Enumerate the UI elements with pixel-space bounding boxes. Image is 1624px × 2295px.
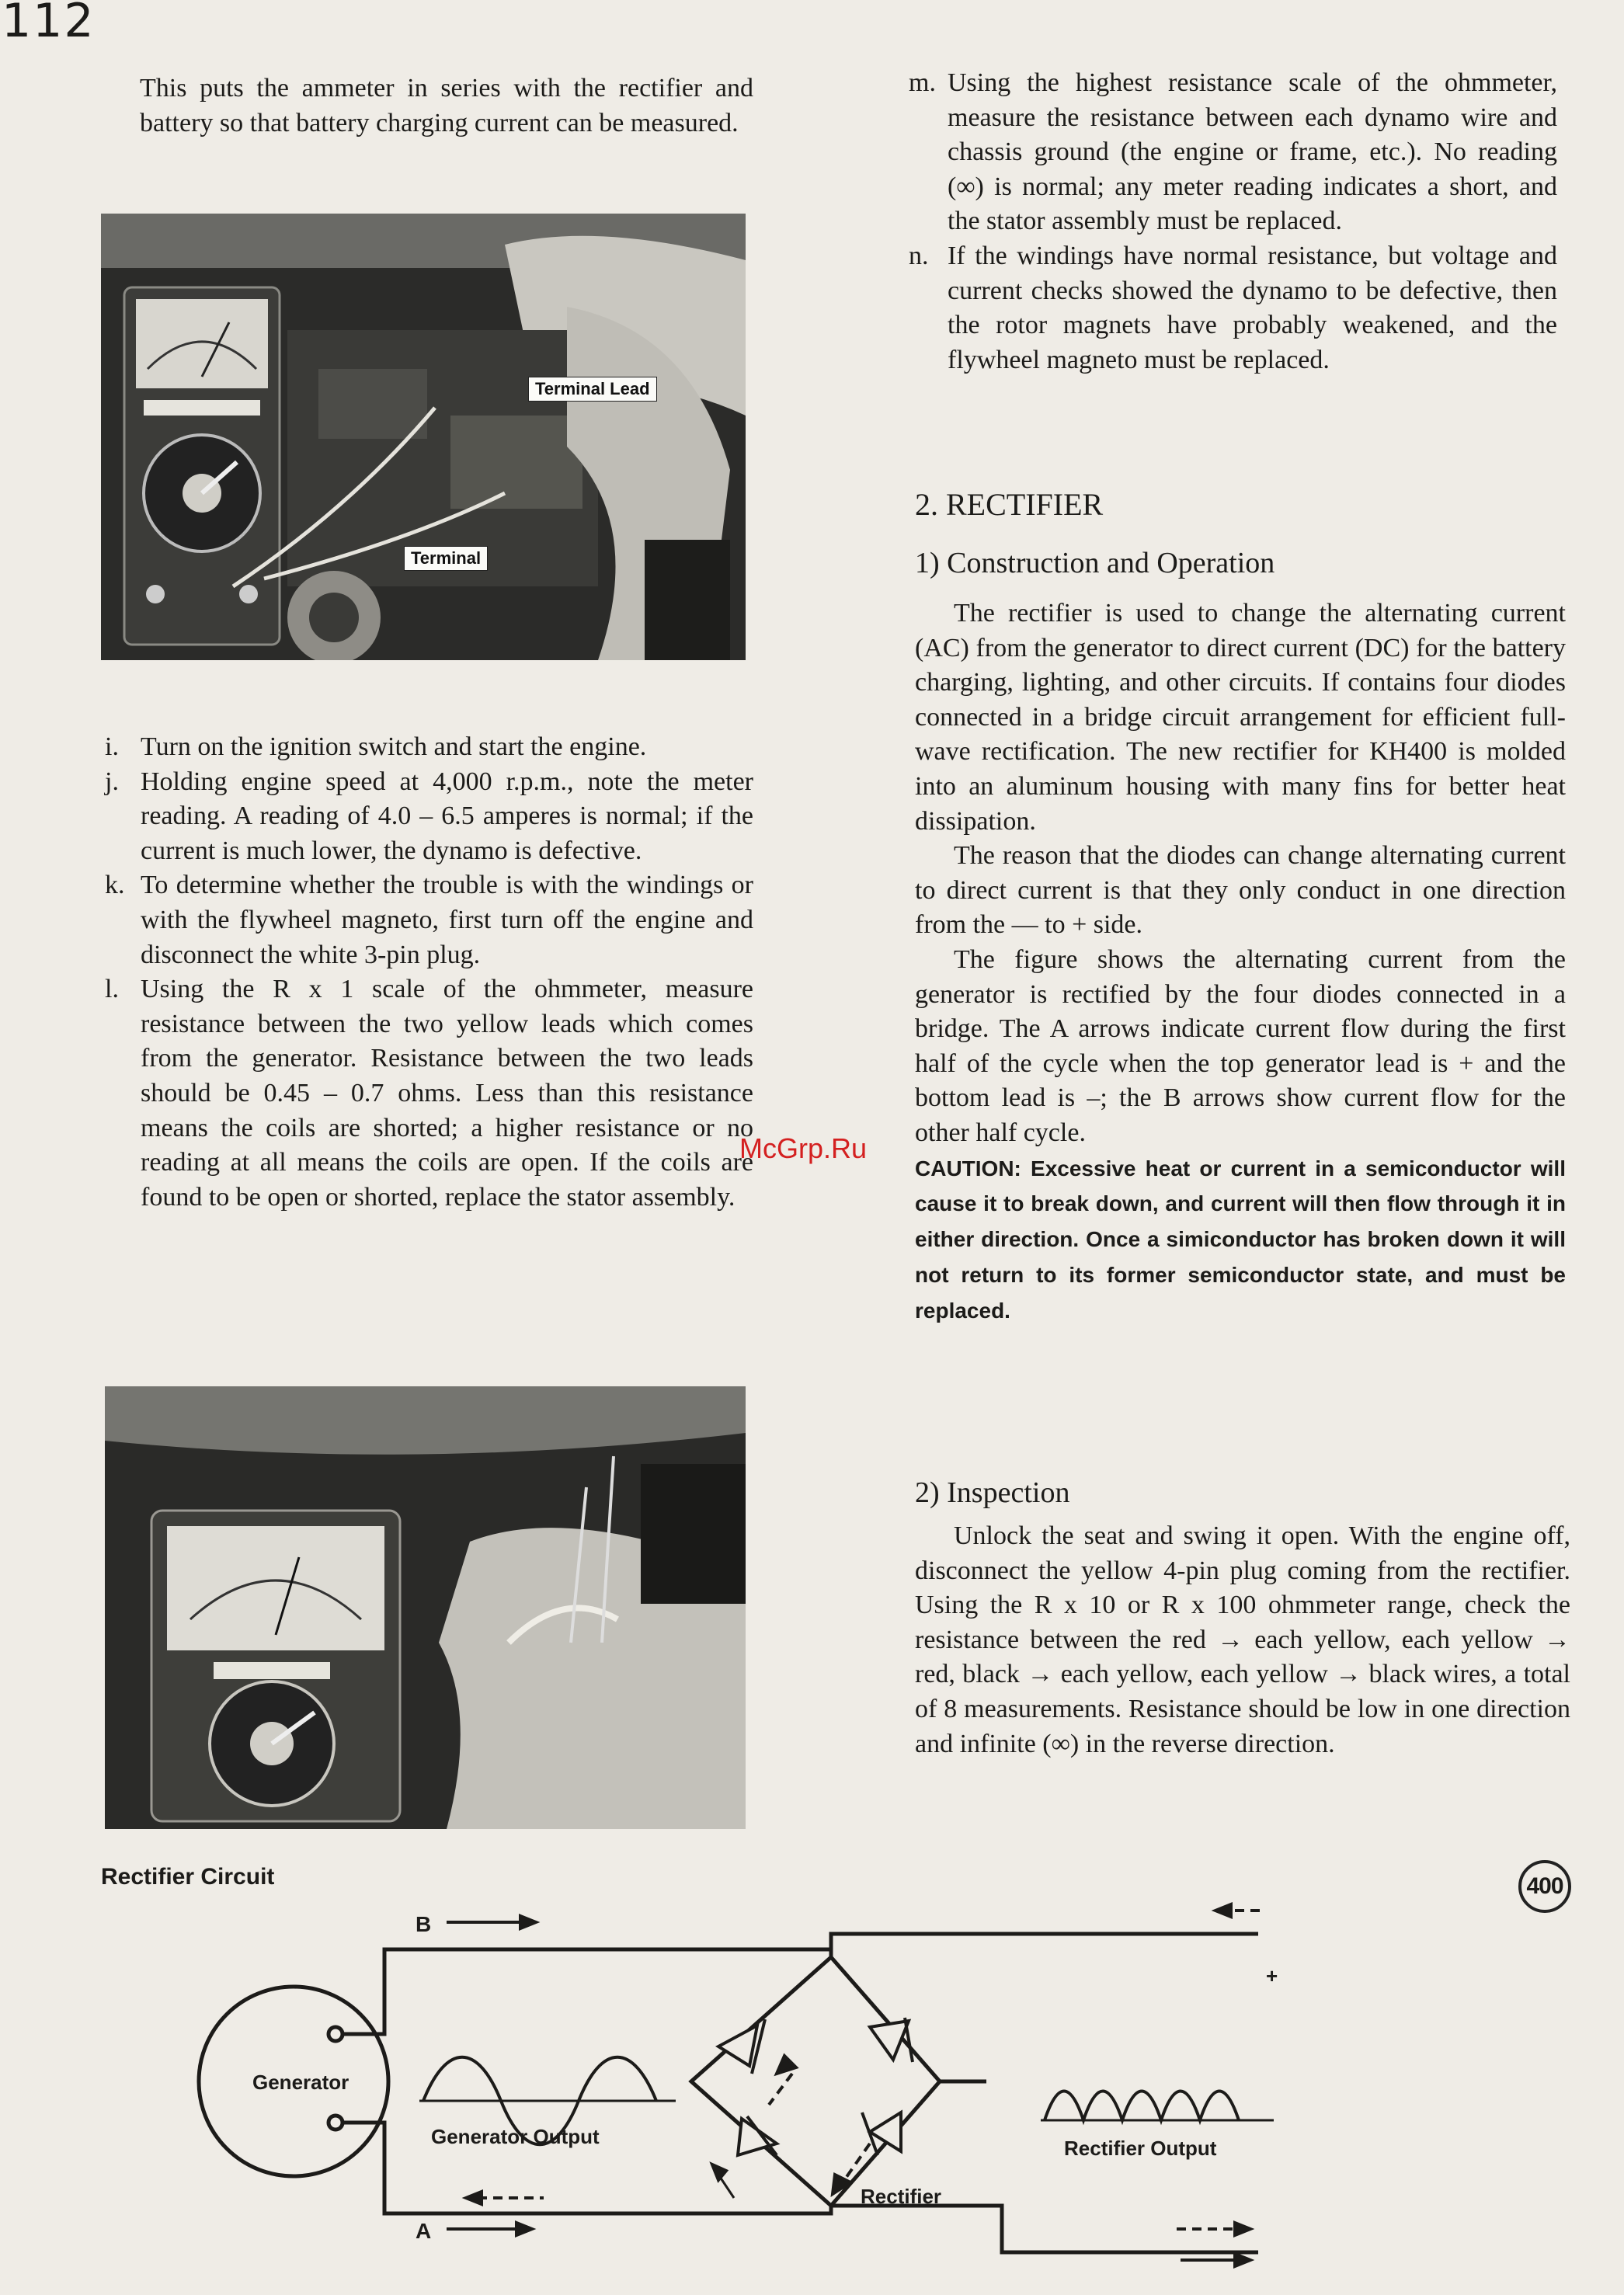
generator-label: Generator	[252, 2071, 349, 2094]
list-item	[909, 66, 1557, 239]
rectifier-output-label: Rectifier Output	[1064, 2137, 1217, 2160]
step-label: k.	[105, 871, 125, 900]
step-label: n.	[909, 241, 929, 270]
diode-2	[870, 2018, 913, 2062]
step-text: Using the highest resistance scale of the ohmmeter, measure the resistance between each dynamo wire and chassis ground (the engine or frame, etc.). No reading (∞) is normal; any meter reading indicates a short, and the stator assembly must be replaced.	[948, 68, 1557, 236]
inspection-heading: 2) Inspection	[915, 1476, 1070, 1509]
section-title: 2. RECTIFIER	[915, 487, 1104, 522]
step-label: l.	[105, 975, 119, 1004]
steps-list-right	[909, 66, 1557, 377]
bridge-outline	[691, 1957, 940, 2206]
list-item	[105, 868, 753, 972]
ohmmeter-photo	[105, 1386, 746, 1829]
list-item	[105, 765, 753, 869]
model-badge: 400	[1518, 1860, 1571, 1913]
list-item	[105, 972, 753, 1215]
step-label: m.	[909, 68, 936, 97]
ammeter-photo	[101, 214, 746, 660]
construction-paragraph: The reason that the diodes can change alternating current to direct current is that they only conduct in one direction from the — to + side.	[915, 841, 1566, 940]
construction-body	[915, 596, 1566, 1328]
arrow-b-label: B	[416, 1912, 432, 1936]
step-text: Holding engine speed at 4,000 r.p.m., note the meter reading. A reading of 4.0 – 6.5 amperes is normal; if the current is much lower, the dynamo is defective.	[141, 767, 753, 865]
step-label: j.	[105, 767, 119, 796]
caution-note: CAUTION: Excessive heat or current in a semiconductor will cause it to break down, and current will then flow through it in either direction. Once a simiconductor has broken down it will not return to its former semiconductor state, and must be replaced.	[915, 1156, 1566, 1323]
diode-3	[738, 2116, 777, 2155]
ohmmeter-photo-illustration	[105, 1386, 746, 1829]
step-text: Turn on the ignition switch and start the engine.	[141, 732, 647, 761]
list-item	[909, 239, 1557, 377]
rectifier-circuit-diagram	[0, 1887, 1624, 2295]
intro-paragraph: This puts the ammeter in series with the rectifier and battery so that battery charging current can be measured.	[140, 74, 753, 137]
plus-sign: +	[1266, 1964, 1278, 1987]
diode-1	[718, 2019, 765, 2074]
list-item	[105, 730, 753, 765]
rectifier-label: Rectifier	[861, 2185, 942, 2208]
rectifier-circuit-caption: Rectifier Circuit	[101, 1864, 275, 1890]
arrow-a-label: A	[416, 2219, 432, 2243]
terminal-lead-label: Terminal Lead	[528, 377, 657, 402]
page-number: 112	[2, 0, 96, 48]
inspection-paragraph: Unlock the seat and swing it open. With the engine off, disconnect the yellow 4-pin plug coming from the rectifier. Using the R x 10 or R x 100 ohmmeter range, check the resistance between the red → each yellow, each yellow → red, black → each yellow, each yellow → black wires, a total of 8 measurements. Resistance should be low in one direction and infinite (∞) in the reverse direction.	[915, 1521, 1570, 1758]
construction-paragraph: The rectifier is used to change the alternating current (AC) from the generator to direct current (DC) for the battery charging, lighting, and other circuits. If contains four diodes connected in a bridge circuit arrangement for efficient full-wave rectification. The new rectifier for KH400 is molded into an aluminum housing with many fins for better heat dissipation.	[915, 599, 1566, 836]
step-label: i.	[105, 732, 119, 761]
terminal-label: Terminal	[404, 546, 488, 571]
construction-heading: 1) Construction and Operation	[915, 547, 1275, 579]
watermark: McGrp.Ru	[739, 1132, 868, 1164]
step-text: If the windings have normal resistance, but voltage and current checks showed the dynamo to be defective, then the rotor magnets have probably weakened, and the flywheel magneto must be replaced.	[948, 241, 1557, 374]
steps-list-left	[105, 730, 753, 1215]
step-text: To determine whether the trouble is with the windings or with the flywheel magneto, first turn off the engine and disconnect the white 3-pin plug.	[141, 871, 753, 969]
ammeter-photo-illustration	[101, 214, 746, 660]
step-text: Using the R x 1 scale of the ohmmeter, measure resistance between the two yellow leads which comes from the generator. Resistance between the two leads should be 0.45 – 0.7 ohms. Less than this resistance means the coils are shorted; a higher resistance or no reading at all means the coils are open. If the coils are found to be open or shorted, replace the stator assembly.	[141, 975, 753, 1212]
construction-paragraph: The figure shows the alternating current from the generator is rectified by the four diodes connected in a bridge. The A arrows indicate current flow during the first half of the cycle when the top generator lead is + and the bottom lead is –; the B arrows show current flow for the other half cycle.	[915, 944, 1566, 1147]
generator-output-label: Generator Output	[431, 2125, 600, 2148]
